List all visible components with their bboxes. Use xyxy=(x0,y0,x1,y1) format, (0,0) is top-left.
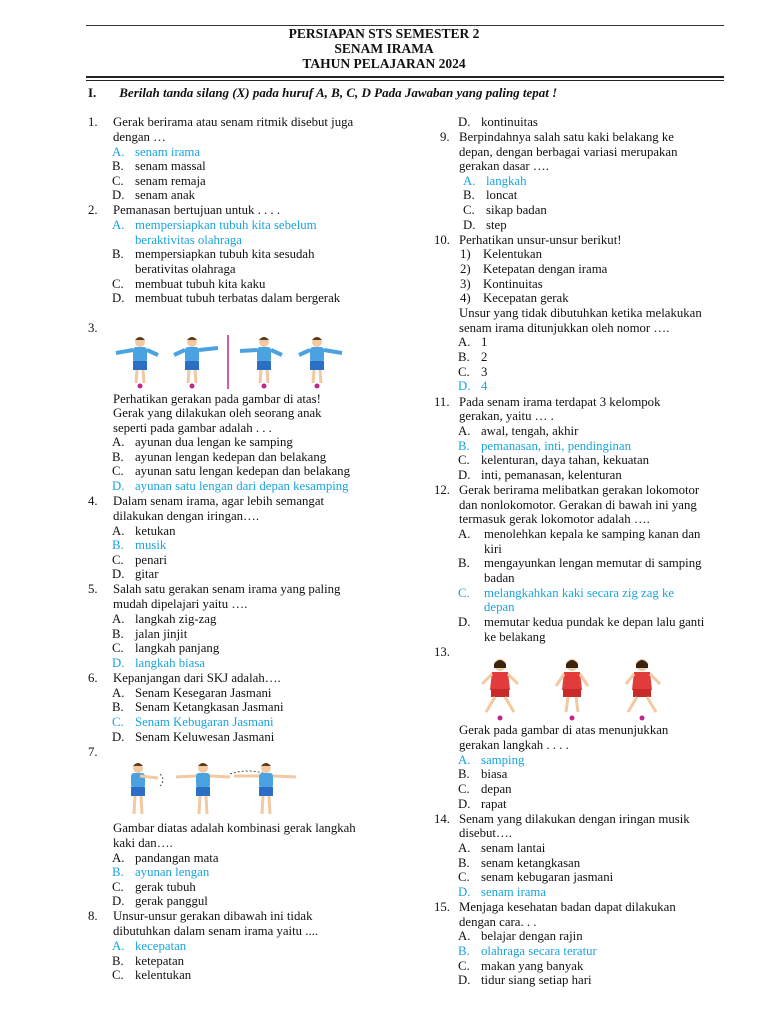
question-text: Pada senam irama terdapat 3 kelompok xyxy=(459,395,661,409)
question-text: Menjaga kesehatan badan dapat dilakukan xyxy=(459,900,676,914)
option-letter: B. xyxy=(112,159,124,173)
option-text: langkah panjang xyxy=(135,641,220,655)
question-number: 5. xyxy=(88,582,98,596)
option-text: memutar kedua pundak ke depan lalu ganti xyxy=(484,615,705,629)
option-text: ayunan satu lengan dari depan kesamping xyxy=(135,479,349,493)
option-text: melangkahkan kaki secara zig zag ke xyxy=(484,586,675,600)
option-letter: A. xyxy=(458,424,471,438)
option-letter: A. xyxy=(458,335,471,349)
option-letter: B. xyxy=(458,767,470,781)
question-text: Unsur yang tidak dibutuhkan ketika melakukan xyxy=(459,306,702,320)
option-letter: C. xyxy=(463,203,475,217)
option-text: makan yang banyak xyxy=(481,959,584,973)
question-text: seperti pada gambar adalah . . . xyxy=(113,421,272,435)
option-text: ketukan xyxy=(135,524,176,538)
option-text: step xyxy=(486,218,507,232)
question-number: 7. xyxy=(88,745,98,759)
option-letter: C. xyxy=(458,453,470,467)
option-text: ayunan dua lengan ke samping xyxy=(135,435,293,449)
option-letter: C. xyxy=(458,365,470,379)
option-letter: B. xyxy=(458,856,470,870)
option-text: depan xyxy=(484,600,515,614)
header-school-year: TAHUN PELAJARAN 2024 xyxy=(302,56,466,71)
figure-2 xyxy=(556,659,588,721)
option-text: langkah xyxy=(486,174,527,188)
figure-4 xyxy=(299,337,342,389)
option-text: 1 xyxy=(481,335,488,349)
instruction xyxy=(88,85,728,101)
option-text: 3 xyxy=(481,365,488,379)
question-number: 2. xyxy=(88,203,98,217)
question-text: depan, dengan berbagai variasi merupakan xyxy=(459,145,678,159)
option-text: samping xyxy=(481,753,525,767)
option-letter: D. xyxy=(112,894,125,908)
option-text: inti, pemanasan, kelenturan xyxy=(481,468,622,482)
option-letter: C. xyxy=(112,464,124,478)
option-letter: D. xyxy=(112,656,125,670)
option-text: ayunan lengan kedepan dan belakang xyxy=(135,450,327,464)
figure-2 xyxy=(176,763,230,814)
option-text: menolehkan kepala ke samping kanan dan xyxy=(484,527,701,541)
question-text: Perhatikan gerakan pada gambar di atas! xyxy=(113,392,321,406)
option-text: senam anak xyxy=(135,188,196,202)
instruction-text: Berilah tanda silang (X) pada huruf A, B, C, D Pada Jawaban yang paling tepat ! xyxy=(119,85,558,100)
question-text: dilakukan dengan iringan…. xyxy=(113,509,260,523)
figure-1 xyxy=(116,337,158,389)
list-text: Kontinuitas xyxy=(483,277,543,291)
list-number: 1) xyxy=(460,247,471,261)
question-number: 13. xyxy=(434,645,450,659)
option-text: mengayunkan lengan memutar di samping xyxy=(484,556,702,570)
option-text: sikap badan xyxy=(486,203,547,217)
option-letter: A. xyxy=(463,174,476,188)
option-letter: D. xyxy=(458,797,471,811)
question-text: Kepanjangan dari SKJ adalah…. xyxy=(113,671,281,685)
option-text: ke belakang xyxy=(484,630,546,644)
option-letter: C. xyxy=(458,586,470,600)
option-text: membuat tubuh kita kaku xyxy=(135,277,266,291)
question-text: dengan … xyxy=(113,130,166,144)
option-text: ayunan lengan xyxy=(135,865,210,879)
option-text: belajar dengan rajin xyxy=(481,929,583,943)
question-number: 15. xyxy=(434,900,450,914)
option-text: penari xyxy=(135,553,167,567)
figure-3 xyxy=(240,337,282,389)
option-text: tidur siang setiap hari xyxy=(481,973,592,987)
question-text: dibutuhkan dalam senam irama yaitu .... xyxy=(113,924,319,938)
option-letter: A. xyxy=(112,939,125,953)
option-letter: A. xyxy=(112,145,125,159)
option-text: kelenturan, daya tahan, kekuatan xyxy=(481,453,650,467)
option-text: badan xyxy=(484,571,515,585)
question-number: 10. xyxy=(434,233,450,247)
option-text: ketepatan xyxy=(135,954,185,968)
option-text: senam lantai xyxy=(481,841,546,855)
header-bottom-rule-thin xyxy=(86,80,724,81)
option-letter: D. xyxy=(112,479,125,493)
instruction-number: I. xyxy=(88,85,97,100)
option-letter: D. xyxy=(458,885,471,899)
option-letter: A. xyxy=(112,524,125,538)
list-text: Kelentukan xyxy=(483,247,542,261)
option-text: kontinuitas xyxy=(481,115,538,129)
question-text: Gerak yang dilakukan oleh seorang anak xyxy=(113,406,322,420)
option-text: rapat xyxy=(481,797,507,811)
option-letter: B. xyxy=(112,700,124,714)
option-letter: C. xyxy=(112,968,124,982)
option-text: membuat tubuh terbatas dalam bergerak xyxy=(135,291,341,305)
question-text: gerakan, yaitu … . xyxy=(459,409,554,423)
figure-1 xyxy=(131,763,158,814)
option-text: langkah biasa xyxy=(135,656,206,670)
option-letter: C. xyxy=(458,870,470,884)
option-text: Senam Kebugaran Jasmani xyxy=(135,715,274,729)
option-letter: A. xyxy=(458,929,471,943)
question-number: 4. xyxy=(88,494,98,508)
option-letter: D. xyxy=(458,468,471,482)
header-bottom-rule xyxy=(86,76,724,78)
option-text: senam massal xyxy=(135,159,206,173)
question-text: Salah satu gerakan senam irama yang paling xyxy=(113,582,341,596)
option-text: Senam Kesegaran Jasmani xyxy=(135,686,272,700)
option-text: kiri xyxy=(484,542,502,556)
walking-arm-swing-illustration xyxy=(118,760,328,820)
option-letter: A. xyxy=(112,851,125,865)
option-letter: C. xyxy=(112,641,124,655)
option-letter: C. xyxy=(112,277,124,291)
arm-swing-illustration xyxy=(112,333,374,391)
option-letter: B. xyxy=(458,350,470,364)
option-text: depan xyxy=(481,782,512,796)
question-number: 12. xyxy=(434,483,450,497)
option-text: pandangan mata xyxy=(135,851,219,865)
option-letter: D. xyxy=(112,730,125,744)
option-text: mempersiapkan tubuh kita sesudah xyxy=(135,247,315,261)
list-number: 2) xyxy=(460,262,471,276)
option-letter: B. xyxy=(112,865,124,879)
option-text: gerak panggul xyxy=(135,894,208,908)
option-text: Senam Keluwesan Jasmani xyxy=(135,730,275,744)
option-letter: D. xyxy=(112,291,125,305)
header-subject: SENAM IRAMA xyxy=(334,41,434,56)
option-text: biasa xyxy=(481,767,508,781)
figure-3 xyxy=(234,763,296,814)
option-text: berativitas olahraga xyxy=(135,262,236,276)
worksheet-header xyxy=(0,26,768,71)
option-text: mempersiapkan tubuh kita sebelum xyxy=(135,218,317,232)
option-letter: B. xyxy=(463,188,475,202)
question-text: kaki dan…. xyxy=(113,836,173,850)
question-number: 11. xyxy=(434,395,450,409)
option-text: kecepatan xyxy=(135,939,187,953)
option-text: gitar xyxy=(135,567,159,581)
option-letter: A. xyxy=(112,686,125,700)
option-letter: B. xyxy=(112,627,124,641)
question-text: Gambar diatas adalah kombinasi gerak langkah xyxy=(113,821,356,835)
question-text: Pemanasan bertujuan untuk . . . . xyxy=(113,203,281,217)
question-number: 14. xyxy=(434,812,450,826)
list-number: 4) xyxy=(460,291,471,305)
option-letter: B. xyxy=(458,439,470,453)
side-step-illustration xyxy=(464,656,680,722)
option-text: ayunan satu lengan kedepan dan belakang xyxy=(135,464,350,478)
question-text: gerakan dasar …. xyxy=(459,159,549,173)
option-letter: B. xyxy=(112,450,124,464)
figure-1 xyxy=(482,659,518,721)
option-letter: B. xyxy=(112,247,124,261)
figure-2 xyxy=(174,337,218,389)
option-letter: D. xyxy=(458,379,471,393)
option-letter: B. xyxy=(112,538,124,552)
option-letter: C. xyxy=(112,880,124,894)
question-text: termasuk gerak lokomotor adalah …. xyxy=(459,512,650,526)
option-text: langkah zig-zag xyxy=(135,612,217,626)
option-text: musik xyxy=(135,538,167,552)
question-number: 8. xyxy=(88,909,98,923)
list-number: 3) xyxy=(460,277,471,291)
option-text: 2 xyxy=(481,350,488,364)
option-letter: D. xyxy=(458,973,471,987)
option-letter: A. xyxy=(458,527,471,541)
option-text: Senam Ketangkasan Jasmani xyxy=(135,700,284,714)
option-letter: B. xyxy=(458,556,470,570)
question-number: 1. xyxy=(88,115,98,129)
option-text: kelentukan xyxy=(135,968,192,982)
question-text: Gerak berirama melibatkan gerakan lokomotor xyxy=(459,483,700,497)
question-text: dengan cara. . . xyxy=(459,915,537,929)
option-letter: C. xyxy=(112,715,124,729)
option-letter: C. xyxy=(112,174,124,188)
option-text: senam kebugaran jasmani xyxy=(481,870,614,884)
question-number: 3. xyxy=(88,321,98,335)
option-letter: A. xyxy=(458,841,471,855)
option-letter: A. xyxy=(112,218,125,232)
figure-3 xyxy=(626,659,660,721)
question-text: mudah dipelajari yaitu …. xyxy=(113,597,248,611)
option-letter: C. xyxy=(112,553,124,567)
option-text: senam ketangkasan xyxy=(481,856,581,870)
option-text: olahraga secara teratur xyxy=(481,944,597,958)
option-letter: C. xyxy=(458,959,470,973)
option-letter: A. xyxy=(112,435,125,449)
question-text: Gerak pada gambar di atas menunjukkan xyxy=(459,723,669,737)
option-text: beraktivitas olahraga xyxy=(135,233,242,247)
list-text: Kecepatan gerak xyxy=(483,291,569,305)
option-text: senam remaja xyxy=(135,174,206,188)
header-title: PERSIAPAN STS SEMESTER 2 xyxy=(288,26,480,41)
question-text: Unsur-unsur gerakan dibawah ini tidak xyxy=(113,909,313,923)
list-text: Ketepatan dengan irama xyxy=(483,262,608,276)
option-letter: D. xyxy=(463,218,476,232)
option-letter: B. xyxy=(112,954,124,968)
question-text: dan nonlokomotor. Gerakan di bawah ini yang xyxy=(459,498,697,512)
option-letter: D. xyxy=(458,615,471,629)
question-text: disebut…. xyxy=(459,826,512,840)
option-letter: D. xyxy=(112,188,125,202)
option-text: 4 xyxy=(481,379,488,393)
option-text: pemanasan, inti, pendinginan xyxy=(481,439,631,453)
option-letter: D. xyxy=(112,567,125,581)
option-letter: C. xyxy=(458,782,470,796)
question-text: senam irama ditunjukkan oleh nomor …. xyxy=(459,321,670,335)
option-letter: B. xyxy=(458,944,470,958)
option-text: jalan jinjit xyxy=(135,627,188,641)
option-letter: A. xyxy=(458,753,471,767)
question-text: Berpindahnya salah satu kaki belakang ke xyxy=(459,130,674,144)
option-text: awal, tengah, akhir xyxy=(481,424,579,438)
question-text: Dalam senam irama, agar lebih semangat xyxy=(113,494,325,508)
question-text: Gerak berirama atau senam ritmik disebut juga xyxy=(113,115,354,129)
option-text: senam irama xyxy=(135,145,201,159)
option-text: loncat xyxy=(486,188,518,202)
option-text: senam irama xyxy=(481,885,547,899)
question-number: 6. xyxy=(88,671,98,685)
option-letter: D. xyxy=(458,115,471,129)
question-number: 9. xyxy=(440,130,450,144)
question-text: gerakan langkah . . . . xyxy=(459,738,569,752)
option-letter: A. xyxy=(112,612,125,626)
question-text: Perhatikan unsur-unsur berikut! xyxy=(459,233,622,247)
option-text: gerak tubuh xyxy=(135,880,196,894)
question-text: Senam yang dilakukan dengan iringan musik xyxy=(459,812,690,826)
